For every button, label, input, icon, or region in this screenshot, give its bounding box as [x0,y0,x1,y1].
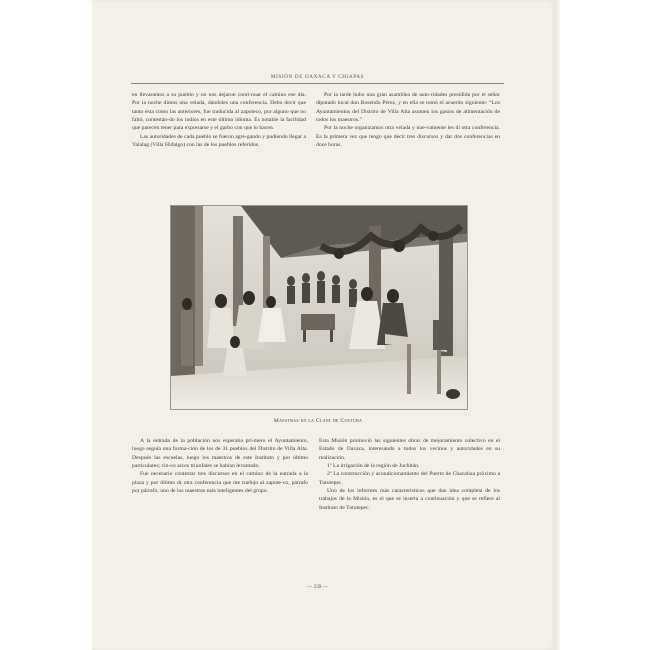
running-head: MISIÓN DE OAXACA Y CHIAPAS [270,74,365,80]
paragraph: A la entrada de la población nos esperaba pri-mero el Ayuntamiento, luego seguía una forma-ción de los de 31 pueblos del Distrito de Villa Alta. Después las escuelas, luego los maestros de este Instituto y por último particulares; cin-co arcos triunfales se habían levantado. [132,438,308,470]
figure-caption: Maestras en la Clase de Costura [273,418,363,424]
photograph-sewing-class [170,205,468,410]
paragraph: 2º La construcción y acondicionamiento del Puerto de Chacahua próximo a Tututepec. [319,471,500,486]
column-bottom-left [132,437,308,495]
column-top-right [316,91,500,149]
column-bottom-right [319,437,500,512]
paragraph: Fue necesario contestar tres discursos en el camino de la entrada a la plaza y por último dr otra conferencia que me tradujo al zapote-co, párrafo por párrafo, uno de los maestros más inteligentes del grupo. [132,471,308,495]
paragraph: Uno de los informes más característicos que dan idea completa de los trabajos de la Misión, es el que se inserta a continuación y que se refiere al Instituto de Tututepec. [319,488,500,511]
paragraph: Esta Misión promovió las siguientes obras de mejoramiento colectivo en el Estado de Oaxaca, interesando a todos los vecinos y autoridades en su realización. [319,438,500,461]
paragraph: 1º La irrigación de la región de Juchitán. [327,463,420,470]
photograph-image [171,206,467,409]
paragraph: Por la noche organizamos otra velada y nue-vamente les di otra conferencia. Es la primera vez que tengo que decir tres discursos y dar dos conferencias en doce horas. [316,125,500,149]
header-rule [131,83,504,84]
paragraph: Por la tarde hubo una gran asamblea de auto-ridades presidida por el señor diputado local don Rosendo Pérez, y en ella se tomó el acuerdo siguiente: “Los Ayuntamientos del Distrito de Villa Alta asumen los gastos de alimentación de todos los maestros.” [316,92,500,124]
column-top-left [132,91,306,149]
paragraph: Las autoridades de cada pueblo se fueron agre-gando y pudiendo llegar a Yalalag (Villa Hidalgo) con las de los pueblos referidos. [132,133,306,149]
document-page [92,0,555,650]
page-edge [555,0,560,650]
page-number: — 239 — [307,584,328,590]
paragraph: en llevaramos a su pueblo y no nos dejaron conti-nuar el camino ese día. Por la noche dimos una velada, dándoles una conferencia. Debo decir que tanto ésta como las anteriores, fue traducida al zapoteco, por alguno que no faltó, contestán-do los indios en este último idioma. Es notable la facilidad que parecen tener para expresarse y el garbo con que lo hacen. [132,92,306,132]
